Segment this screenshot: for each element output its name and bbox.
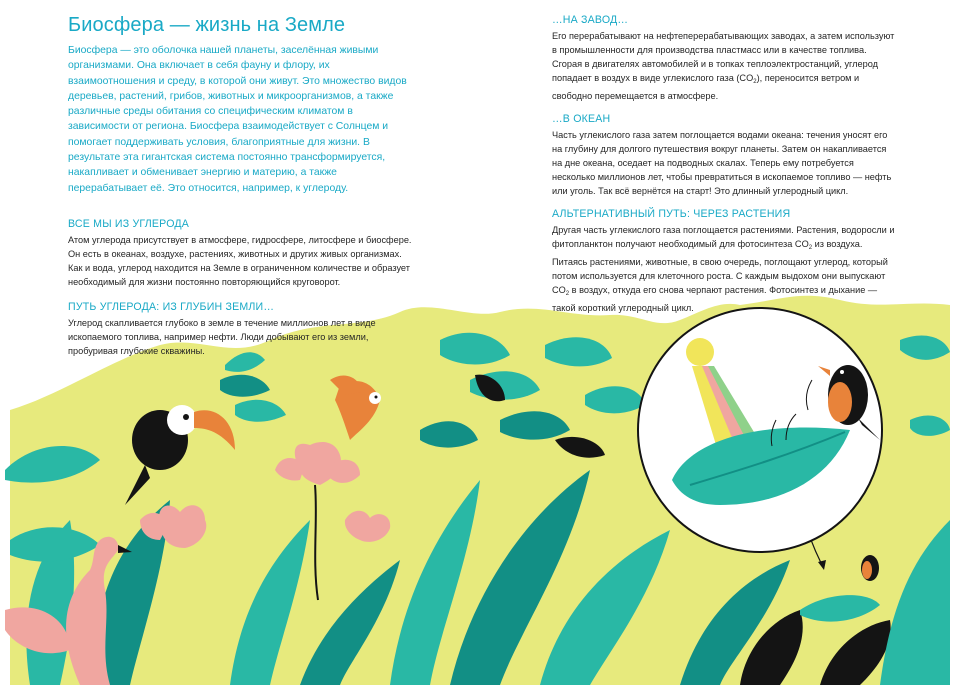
- section-title: ПУТЬ УГЛЕРОДА: ИЗ ГЛУБИН ЗЕМЛИ…: [68, 300, 275, 313]
- body-text: ), переносится ветром и свободно перемещается в атмосфере.: [552, 73, 860, 101]
- section-body: Атом углерода присутствует в атмосфере, гидросфере, литосфере и биосфере. Он есть в океанах, воздухе, растениях, животных и других живых организмах. Как и вода, углерод находится на Земле в ограниченном количестве и образует необходимый для жизни постоянно повторяющийся круговорот.: [68, 234, 412, 287]
- body-text: Другая часть углекислого газа поглощается растениями. Растения, водоросли и фитопланктон получают необходимый для фотосинтеза CO: [552, 225, 895, 249]
- section-title: ВСЕ МЫ ИЗ УГЛЕРОДА: [68, 217, 190, 230]
- page-title: Биосфера — жизнь на Земле: [68, 14, 346, 36]
- body-text: Его перерабатывают на нефтеперерабатывающих заводах, а затем используют в промышленности для производства пластмасс или в качестве топлива. Сгорая в двигателях автомобилей и в топках теплоэлектростанций, углерод попадает в воздух в виде углекислого газа (CO: [552, 31, 895, 83]
- orange-bird-eye: [375, 396, 378, 399]
- section-title: АЛЬТЕРНАТИВНЫЙ ПУТЬ: ЧЕРЕЗ РАСТЕНИЯ: [552, 208, 791, 220]
- section-factory: [552, 14, 897, 103]
- small-bird-belly: [862, 561, 872, 579]
- subscript: 2: [565, 291, 570, 297]
- section-body: Часть углекислого газа затем поглощается водами океана: течения уносят его на глубину для долгого путешествия вокруг планеты. Затем он накапливается на дне океана, оседает на подводных скалах. Теперь ему потребуется несколько миллионов лет, чтобы превратиться в ископаемое топливо — нефть или уголь. Так всё вернётся на старт! Это длинный углеродный цикл.: [552, 130, 892, 196]
- body-text: из воздуха. Питаясь растениями, животные, в свою очередь, поглощают углерод, который потом используется для клеточного роста. С каждым выдохом они выпускают CO: [552, 239, 888, 295]
- section-ocean: [552, 113, 897, 198]
- section-body: Углерод скапливается глубоко в земле в течение миллионов лет в виде ископаемого топлива, например нефти. Люди добывают его из земли, пробуривая глубокие скважины.: [68, 317, 376, 356]
- section-title: …НА ЗАВОД…: [552, 14, 629, 26]
- section-earth-depths: [68, 301, 413, 358]
- body-text: в воздух, откуда его снова черпают растения. Фотосинтез и дыхание — такой короткий углеродный цикл.: [552, 285, 878, 313]
- subscript: 2: [753, 79, 757, 85]
- right-column: [552, 14, 897, 325]
- section-body: [552, 223, 897, 315]
- sun-icon: [686, 338, 714, 366]
- subscript: 2: [808, 245, 813, 251]
- section-plants: [552, 208, 897, 315]
- toucan-head: [167, 405, 197, 435]
- left-column: [68, 14, 413, 358]
- toucan-eye: [183, 414, 189, 420]
- robin-breast: [828, 382, 852, 422]
- section-body: [552, 29, 897, 103]
- section-carbon: [68, 218, 413, 289]
- robin-eye: [840, 370, 844, 374]
- intro-paragraph: Биосфера — это оболочка нашей планеты, заселённая живыми организмами. Она включает в себя фауну и флору, их взаимоотношения и среду, в которой они живут. Это множество видов деревьев, растений, грибов, животных и микроорганизмов, а также различные среды обитания со специфическим климатом в зависимости от региона. Биосфера взаимодействует с Солнцем и помогает поддерживать условия, благоприятные для жизни. В результате эта гигантская система постоянно трансформируется, накапливает и обменивает энергию и материю, а также перерабатывает её. Это относится, например, к углероду.: [68, 45, 407, 194]
- section-title: …В ОКЕАН: [552, 113, 611, 125]
